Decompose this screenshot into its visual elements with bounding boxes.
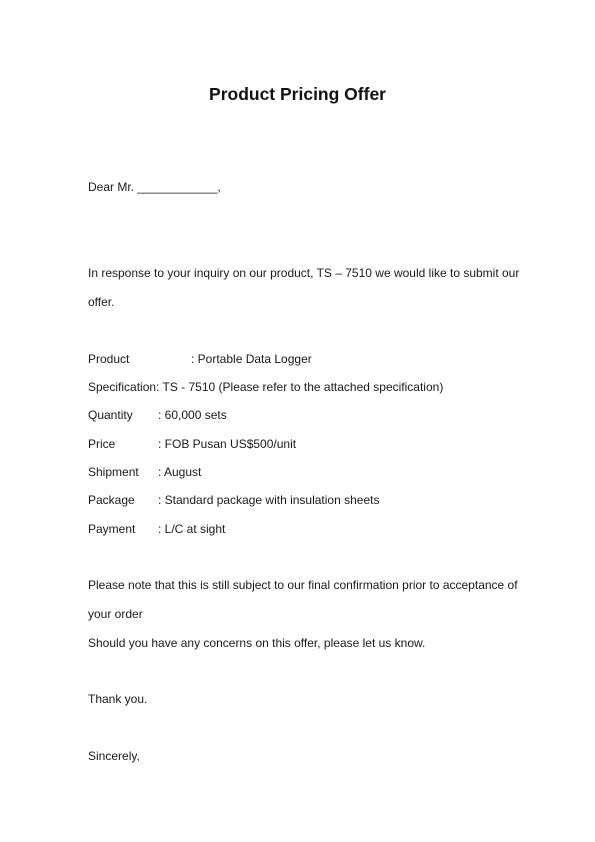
document-title: Product Pricing Offer xyxy=(209,84,386,104)
salutation: Dear Mr. ____________, xyxy=(88,180,221,194)
concerns-line: Should you have any concerns on this offer, please let us know. xyxy=(88,636,426,650)
thank-you-line: Thank you. xyxy=(88,692,148,706)
detail-row-price xyxy=(88,437,297,451)
product-label: Product xyxy=(88,352,130,366)
intro-paragraph-line-1: In response to your inquiry on our product, TS – 7510 we would like to submit our xyxy=(88,266,520,280)
quantity-label: Quantity xyxy=(88,408,133,422)
package-label: Package xyxy=(88,493,135,507)
shipment-value: : August xyxy=(158,465,202,479)
price-value: : FOB Pusan US$500/unit xyxy=(158,437,297,451)
note-paragraph-line-1: Please note that this is still subject to our final confirmation prior to acceptance of xyxy=(88,578,518,592)
intro-paragraph-line-2: offer. xyxy=(88,295,115,309)
detail-row-specification xyxy=(88,380,443,394)
detail-row-payment xyxy=(88,522,226,536)
closing-line: Sincerely, xyxy=(88,749,140,763)
price-label: Price xyxy=(88,437,116,451)
specification-label: Specification xyxy=(88,380,157,394)
note-paragraph-line-2: your order xyxy=(88,607,143,621)
detail-row-package xyxy=(88,493,380,507)
quantity-value: : 60,000 sets xyxy=(158,408,227,422)
package-value: : Standard package with insulation sheets xyxy=(158,493,380,507)
shipment-label: Shipment xyxy=(88,465,139,479)
payment-value: : L/C at sight xyxy=(158,522,226,536)
specification-value: : TS - 7510 (Please refer to the attached specification) xyxy=(156,380,444,394)
detail-row-quantity xyxy=(88,408,227,422)
detail-row-product xyxy=(88,352,312,366)
detail-row-shipment xyxy=(88,465,202,479)
payment-label: Payment xyxy=(88,522,136,536)
product-value: : Portable Data Logger xyxy=(191,352,312,366)
